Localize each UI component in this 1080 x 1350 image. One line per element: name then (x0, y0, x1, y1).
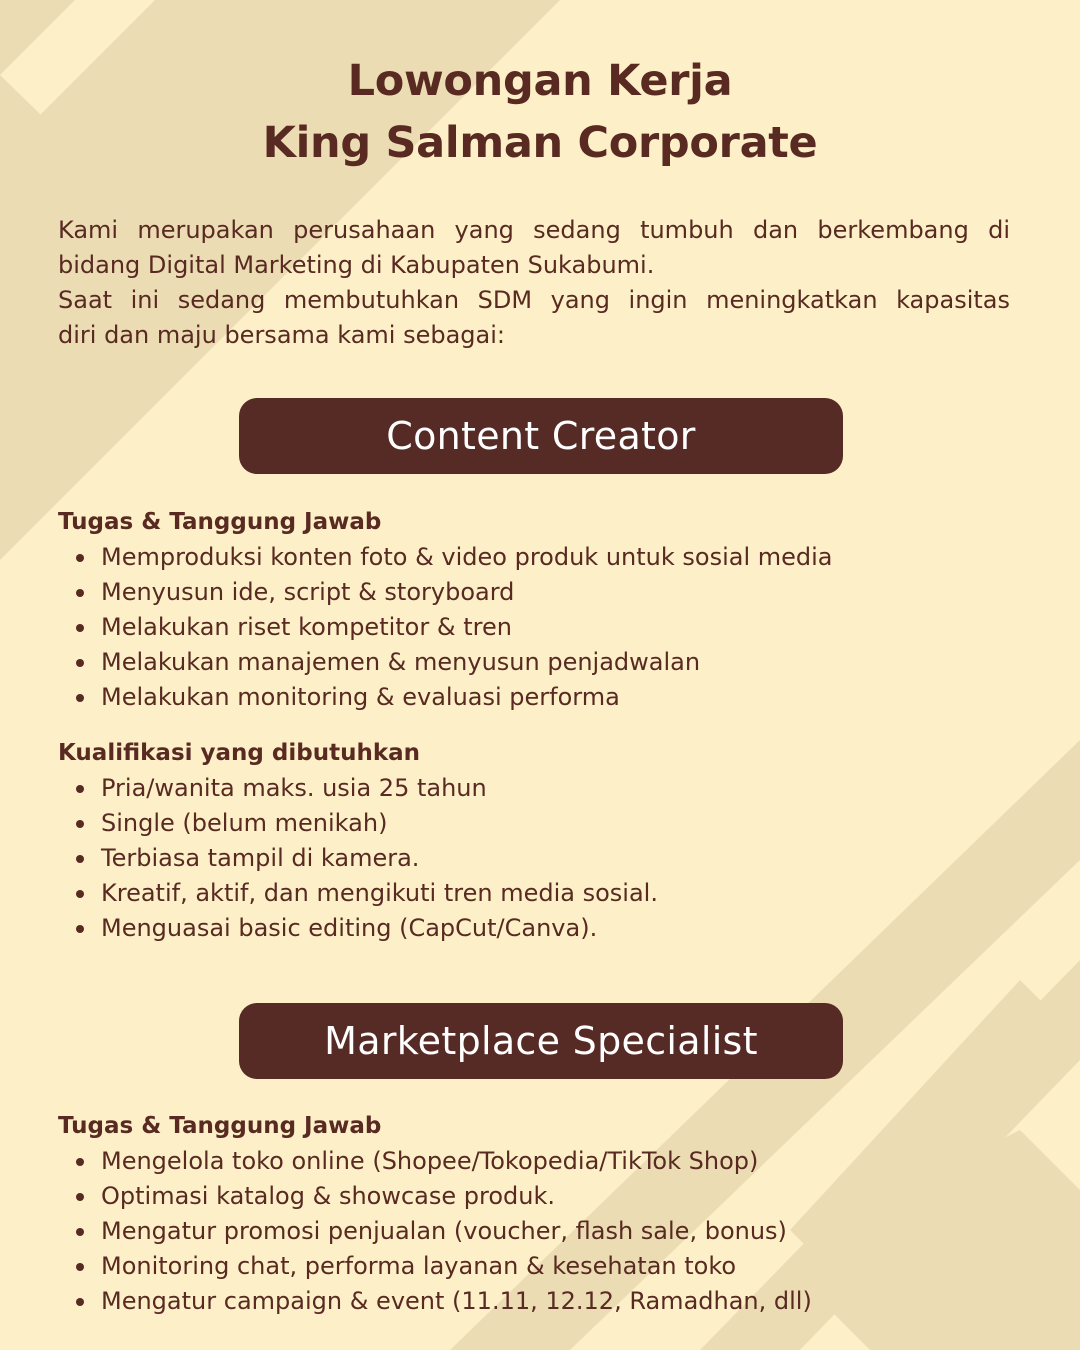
title-line-1: Lowongan Kerja (347, 56, 733, 106)
section-heading-qualifications: Kualifikasi yang dibutuhkan (58, 740, 421, 766)
list-item: Mengatur promosi penjualan (voucher, flash sale, bonus) (58, 1214, 812, 1249)
qualifications-list (58, 771, 658, 946)
list-item: Single (belum menikah) (58, 806, 658, 841)
duties-list (58, 1144, 812, 1319)
intro-paragraph (58, 213, 1010, 353)
intro-line-3: Saat ini sedang membutuhkan SDM yang ingin meningkatkan kapasitas (58, 286, 1010, 314)
intro-line-1: Kami merupakan perusahaan yang sedang tumbuh dan berkembang di (58, 216, 1010, 244)
list-item: Optimasi katalog & showcase produk. (58, 1179, 812, 1214)
intro-line-2: bidang Digital Marketing di Kabupaten Sukabumi. (58, 251, 655, 279)
page-title (0, 50, 1080, 174)
list-item: Melakukan monitoring & evaluasi performa (58, 680, 833, 715)
intro-line-4: diri dan maju bersama kami sebagai: (58, 321, 505, 349)
list-item: Terbiasa tampil di kamera. (58, 841, 658, 876)
section-heading-duties: Tugas & Tanggung Jawab (58, 509, 382, 535)
position-title-content-creator: Content Creator (239, 398, 843, 474)
position-title-marketplace-specialist: Marketplace Specialist (239, 1003, 843, 1079)
section-heading-duties: Tugas & Tanggung Jawab (58, 1113, 382, 1139)
list-item: Memproduksi konten foto & video produk untuk sosial media (58, 540, 833, 575)
list-item: Menguasai basic editing (CapCut/Canva). (58, 911, 658, 946)
title-line-2: King Salman Corporate (262, 118, 818, 168)
list-item: Pria/wanita maks. usia 25 tahun (58, 771, 658, 806)
list-item: Mengatur campaign & event (11.11, 12.12, Ramadhan, dll) (58, 1284, 812, 1319)
duties-list (58, 540, 833, 715)
list-item: Kreatif, aktif, dan mengikuti tren media sosial. (58, 876, 658, 911)
list-item: Melakukan manajemen & menyusun penjadwalan (58, 645, 833, 680)
list-item: Melakukan riset kompetitor & tren (58, 610, 833, 645)
list-item: Monitoring chat, performa layanan & kesehatan toko (58, 1249, 812, 1284)
list-item: Menyusun ide, script & storyboard (58, 575, 833, 610)
list-item: Mengelola toko online (Shopee/Tokopedia/TikTok Shop) (58, 1144, 812, 1179)
